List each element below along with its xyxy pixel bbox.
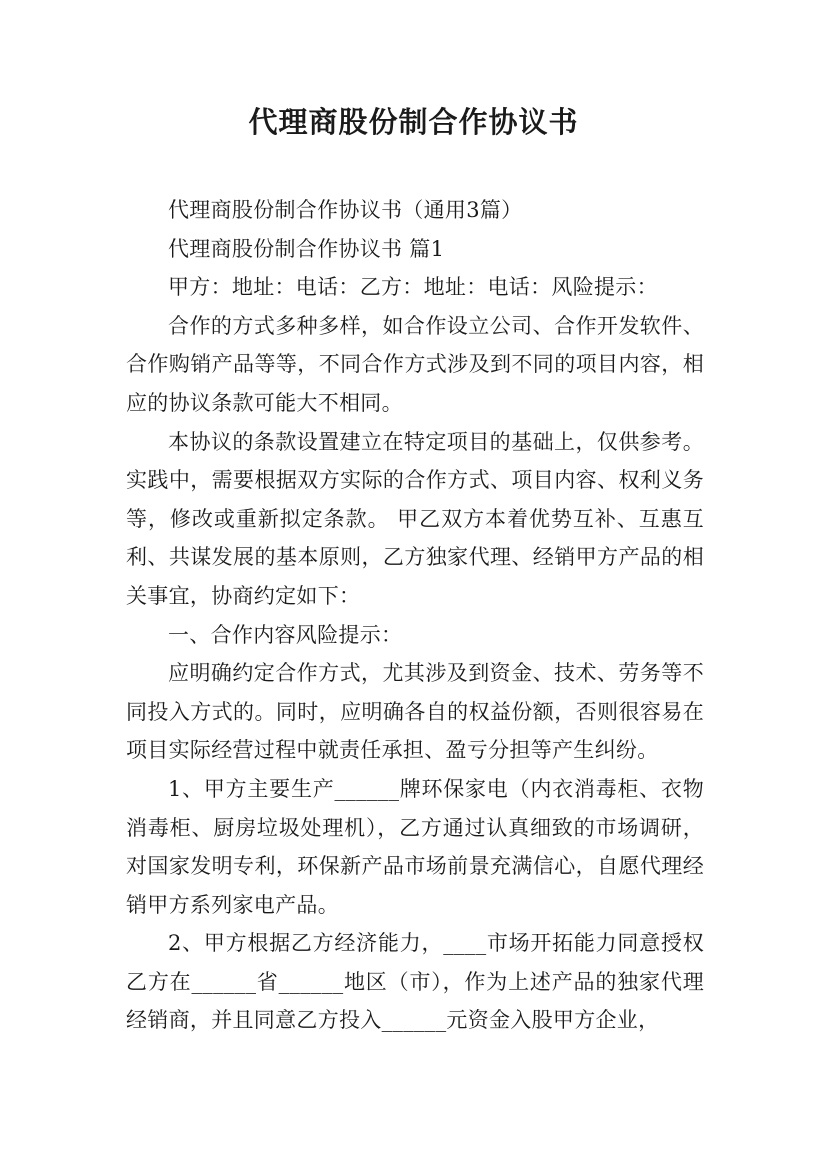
paragraph-clause-2: 2、甲方根据乙方经济能力，____市场开拓能力同意授权乙方在______省______地区（市），作为上述产品的独家代理经销商，并且同意乙方投入______元资金入股甲方企业， (126, 931, 704, 1033)
paragraph-section-heading: 代理商股份制合作协议书 篇1 (168, 236, 445, 261)
paragraph-risk-note-terms: 本协议的条款设置建立在特定项目的基础上，仅供参考。实践中，需要根据双方实际的合作方式、项目内容、权利义务等，修改或重新拟定条款。 甲乙双方本着优势互补、互惠互利、共谋发展的基本原则，乙方独家代理、经销甲方产品的相关事宜，协商约定如下： (126, 429, 704, 608)
paragraph-subtitle: 代理商股份制合作协议书（通用3篇） (168, 198, 523, 222)
paragraph-clause-1: 1、甲方主要生产______牌环保家电（内衣消毒柜、衣物消毒柜、厨房垃圾处理机），乙方通过认真细致的市场调研，对国家发明专利，环保新产品市场前景充满信心，自愿代理经销甲方系列家电产品。 (126, 776, 704, 917)
document-title: 代理商股份制合作协议书 (248, 105, 579, 139)
paragraph-clause-heading: 一、合作内容风险提示： (168, 622, 403, 647)
paragraph-risk-note-cooperation: 合作的方式多种多样，如合作设立公司、合作开发软件、合作购销产品等等，不同合作方式涉及到不同的项目内容，相应的协议条款可能大不相同。 (126, 313, 704, 415)
document-body (126, 191, 704, 1040)
paragraph-risk-note-method: 应明确约定合作方式，尤其涉及到资金、技术、劳务等不同投入方式的。同时，应明确各自的权益份额，否则很容易在项目实际经营过程中就责任承担、盈亏分担等产生纠纷。 (126, 661, 704, 763)
paragraph-parties: 甲方：地址：电话：乙方：地址：电话：风险提示： (168, 275, 658, 300)
